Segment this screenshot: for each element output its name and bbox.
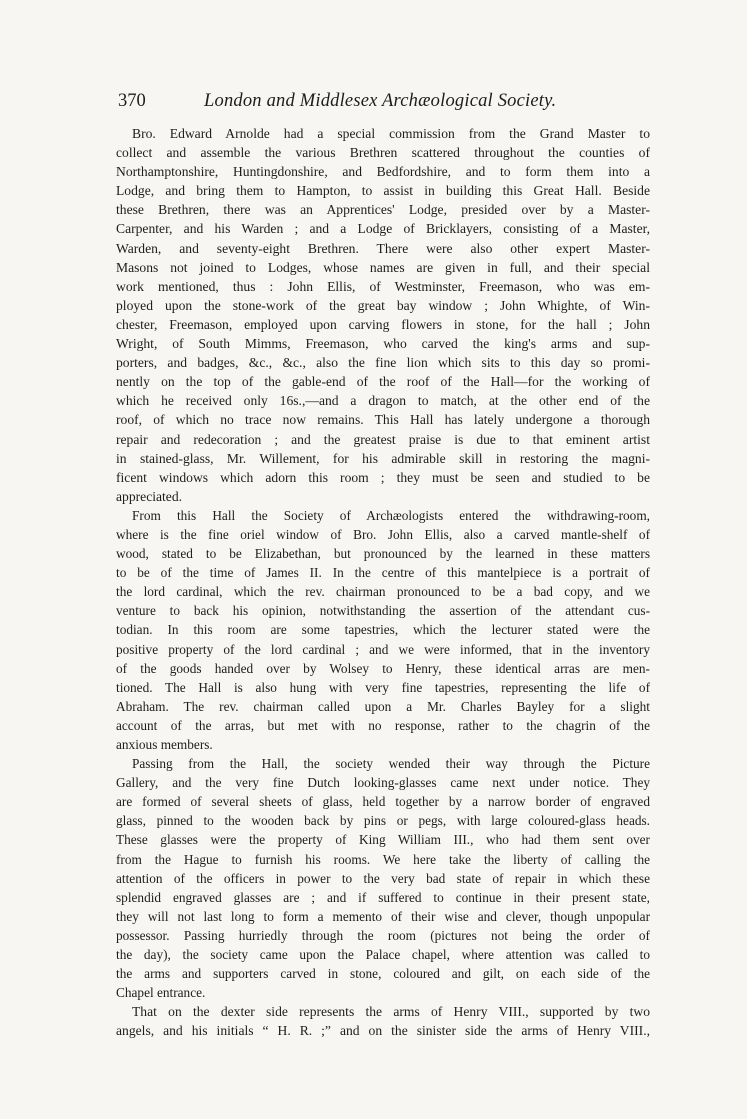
paragraph-arnolde-commission bbox=[116, 124, 650, 506]
paragraph-picture-gallery bbox=[116, 754, 650, 1002]
text-line: the day), the society came upon the Palace chapel, where attention was called to bbox=[116, 947, 650, 963]
text-line: appreciated. bbox=[116, 488, 183, 504]
text-line: tioned. The Hall is also hung with very fine tapestries, representing the life of bbox=[116, 679, 650, 695]
text-line: these Brethren, there was an Apprentices' Lodge, presided over by a Master- bbox=[116, 202, 650, 218]
text-line: From this Hall the Society of Archæologists entered the withdrawing-room, bbox=[132, 507, 650, 523]
page-number: 370 bbox=[118, 91, 146, 111]
text-line: are formed of several sheets of glass, held together by a narrow border of engraved bbox=[116, 794, 650, 810]
text-line: These glasses were the property of King William III., who had them sent over bbox=[116, 832, 650, 848]
text-line: Bro. Edward Arnolde had a special commission from the Grand Master to bbox=[132, 126, 650, 141]
text-line: work mentioned, thus : John Ellis, of Westminster, Freemason, who was em- bbox=[116, 278, 650, 294]
paragraph-chapel-arms bbox=[116, 1002, 650, 1040]
text-line: the lord cardinal, which the rev. chairman pronounced to be a bad copy, and we bbox=[116, 584, 650, 600]
text-line: nently on the top of the gable-end of the roof of the Hall—for the working of bbox=[116, 374, 650, 390]
running-head bbox=[116, 86, 656, 116]
paragraph-withdrawing-room bbox=[116, 506, 650, 754]
text-line: Passing from the Hall, the society wended their way through the Picture bbox=[132, 756, 650, 772]
running-title: London and Middlesex Archæological Society. bbox=[204, 91, 557, 111]
text-line: splendid engraved glasses are ; and if suffered to continue in their present state, bbox=[116, 889, 650, 905]
text-line: Gallery, and the very fine Dutch looking-glasses came next under notice. They bbox=[116, 775, 650, 791]
text-line: Chapel entrance. bbox=[116, 985, 206, 1001]
text-line: Carpenter, and his Warden ; and a Lodge of Bricklayers, consisting of a Master, bbox=[116, 221, 650, 237]
text-line: ployed upon the stone-work of the great bay window ; John Whighte, of Win- bbox=[116, 297, 650, 313]
text-line: Masons not joined to Lodges, whose names are given in full, and their special bbox=[116, 259, 650, 275]
text-line: of the goods handed over by Wolsey to Henry, these identical arras are men- bbox=[116, 660, 650, 676]
text-line: from the Hague to furnish his rooms. We here take the liberty of calling the bbox=[116, 851, 650, 867]
text-line: roof, of which no trace now remains. This Hall has lately undergone a thorough bbox=[116, 412, 650, 428]
text-line: Abraham. The rev. chairman called upon a Mr. Charles Bayley for a slight bbox=[116, 698, 650, 714]
text-line: repair and redecoration ; and the greatest praise is due to that eminent artist bbox=[116, 431, 650, 447]
text-line: possessor. Passing hurriedly through the room (pictures not being the order of bbox=[116, 927, 650, 943]
text-line: collect and assemble the various Brethren scattered throughout the counties of bbox=[116, 145, 650, 161]
text-line: porters, and badges, &c., &c., also the fine lion which sits to this day so promi- bbox=[116, 355, 650, 371]
text-line: That on the dexter side represents the arms of Henry VIII., supported by two bbox=[132, 1004, 650, 1020]
text-line: Warden, and seventy-eight Brethren. There were also other expert Master- bbox=[116, 240, 650, 256]
text-line: wood, stated to be Elizabethan, but pronounced by the learned in these matters bbox=[116, 546, 650, 562]
text-line: they will not last long to form a memento of their wise and clever, though unpopular bbox=[116, 908, 650, 924]
text-line: venture to back his opinion, notwithstanding the assertion of the attendant cus- bbox=[116, 603, 650, 619]
text-line: which he received only 16s.,—and a dragon to match, at the other end of the bbox=[116, 393, 650, 409]
text-line: in stained-glass, Mr. Willement, for his admirable skill in restoring the magni- bbox=[116, 450, 650, 466]
text-line: the arms and supporters carved in stone, coloured and gilt, on each side of the bbox=[116, 966, 650, 982]
text-line: attention of the officers in power to the very bad state of repair in which these bbox=[116, 870, 650, 886]
text-line: where is the fine oriel window of Bro. John Ellis, also a carved mantle-shelf of bbox=[116, 526, 650, 542]
text-line: Northamptonshire, Huntingdonshire, and Bedfordshire, and to form them into a bbox=[116, 164, 650, 180]
text-line: Lodge, and bring them to Hampton, to assist in building this Great Hall. Beside bbox=[116, 183, 650, 199]
body-text bbox=[116, 124, 650, 1041]
text-line: glass, pinned to the wooden back by pins or pegs, with large coloured-glass heads. bbox=[116, 813, 650, 829]
text-line: anxious members. bbox=[116, 737, 213, 752]
text-line: ficent windows which adorn this room ; they must be seen and studied to be bbox=[116, 469, 650, 485]
text-line: todian. In this room are some tapestries, which the lecturer stated were the bbox=[116, 622, 650, 638]
text-line: Wright, of South Mimms, Freemason, who carved the king's arms and sup- bbox=[116, 336, 650, 352]
text-line: account of the arras, but met with no response, rather to the chagrin of the bbox=[116, 717, 650, 733]
text-line: angels, and his initials “ H. R. ;” and on the sinister side the arms of Henry VIII., bbox=[116, 1023, 650, 1039]
text-line: chester, Freemason, employed upon carving flowers in stone, for the hall ; John bbox=[116, 316, 650, 332]
text-line: positive property of the lord cardinal ; and we were informed, that in the inventory bbox=[116, 641, 650, 657]
text-line: to be of the time of James II. In the centre of this mantelpiece is a portrait of bbox=[116, 565, 650, 581]
